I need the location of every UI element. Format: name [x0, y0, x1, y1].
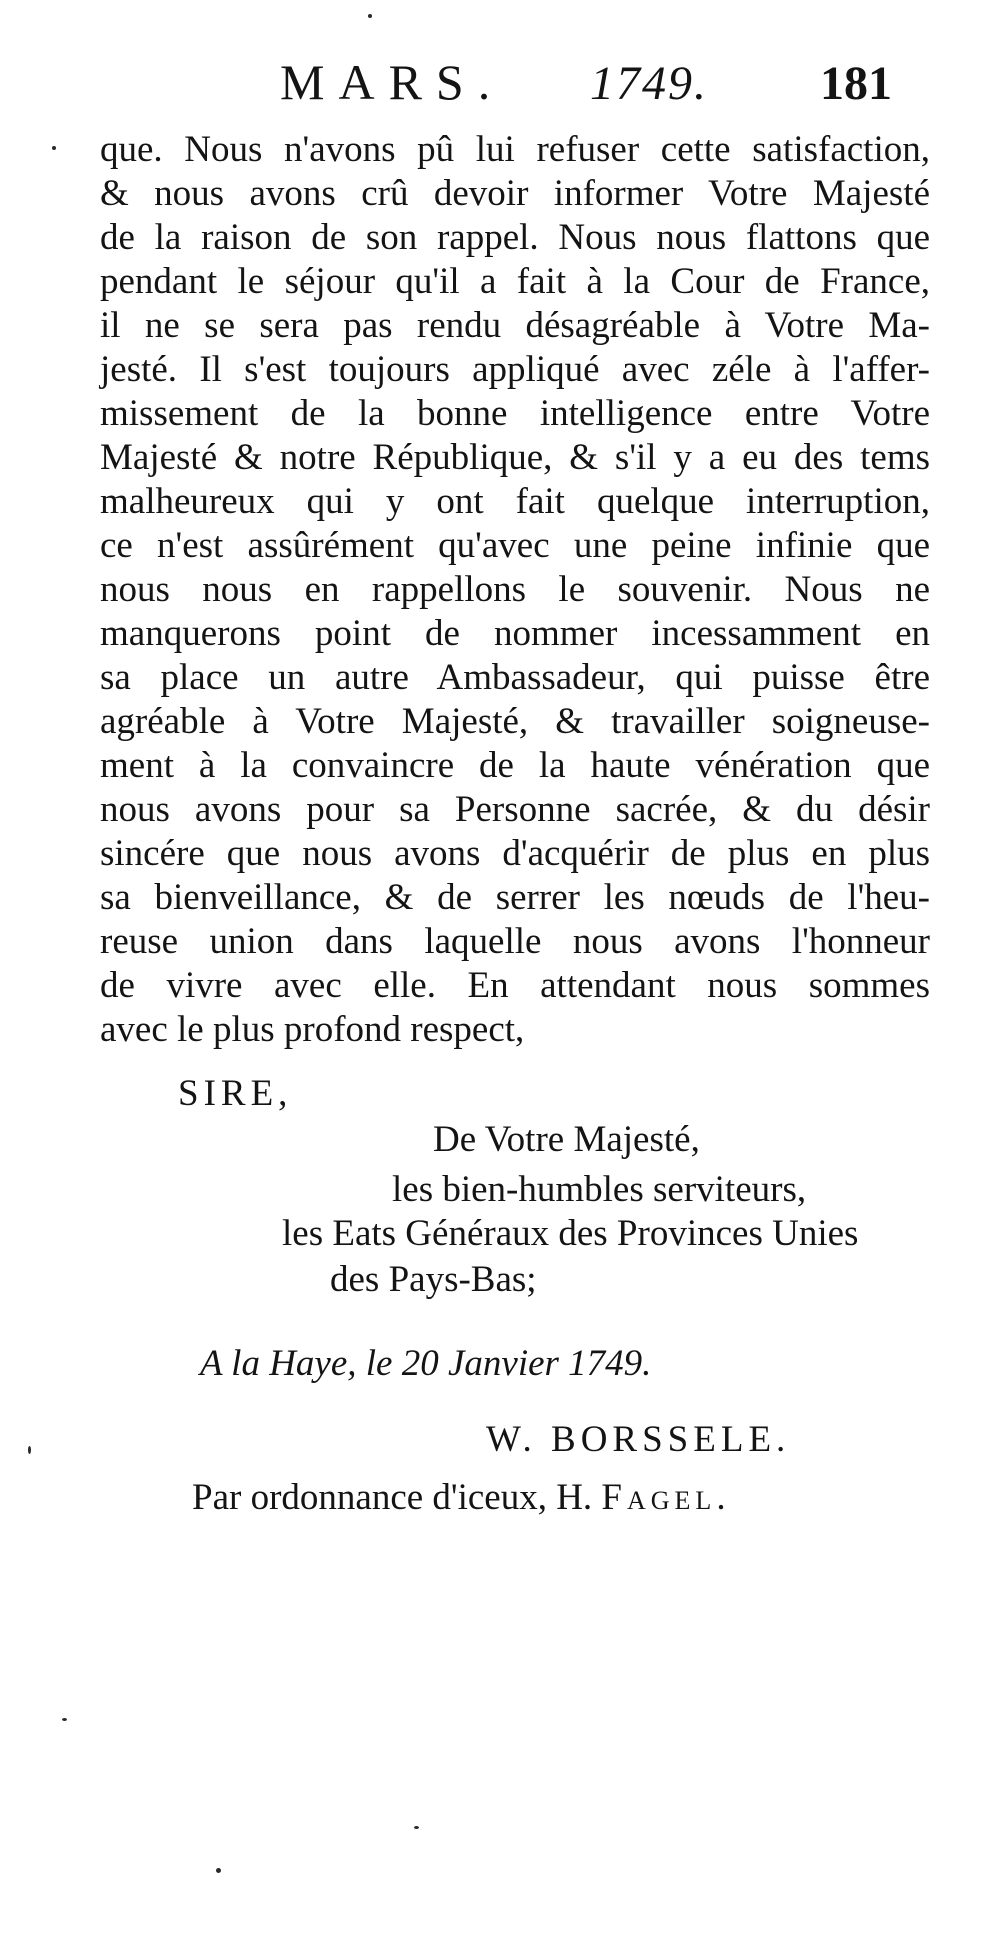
body-line: nous avons pour sa Personne sacrée, & du désir — [100, 789, 930, 830]
body-line: nous nous en rappellons le souvenir. Nous ne — [100, 569, 930, 610]
closing-title: De Votre Majesté, — [433, 1119, 700, 1160]
body-line: avec le plus profond respect, — [100, 1009, 525, 1050]
body-line: sa place un autre Ambassadeur, qui puisse être — [100, 657, 930, 698]
countersign-prefix: Par ordonnance d'iceux, H. — [192, 1477, 593, 1518]
body-line: pendant le séjour qu'il a fait à la Cour de France, — [100, 261, 930, 302]
running-title: MARS. — [280, 54, 505, 110]
countersign-name: Fagel. — [601, 1477, 731, 1518]
body-line: Majesté & notre République, & s'il y a eu des tems — [100, 437, 930, 478]
ink-speck — [368, 14, 372, 18]
ink-speck — [216, 1868, 221, 1873]
letter-body — [100, 128, 930, 1052]
body-line: & nous avons crû devoir informer Votre Majesté — [100, 173, 930, 214]
ink-speck — [414, 1826, 419, 1829]
body-line: de la raison de son rappel. Nous nous flattons que — [100, 217, 930, 258]
page-number: 181 — [820, 57, 892, 110]
page-header — [280, 52, 960, 122]
running-year: 1749. — [590, 57, 708, 110]
body-line: ce n'est assûrément qu'avec une peine infinie que — [100, 525, 930, 566]
body-line: missement de la bonne intelligence entre Votre — [100, 393, 930, 434]
ink-speck — [52, 146, 56, 150]
signature: W. BORSSELE. — [486, 1419, 791, 1460]
signers-line: des Pays-Bas; — [330, 1259, 537, 1300]
body-line: il ne se sera pas rendu désagréable à Votre Ma- — [100, 305, 930, 346]
signers-line: les Eats Généraux des Provinces Unies — [282, 1213, 859, 1254]
signers-line: les bien-humbles serviteurs, — [392, 1169, 807, 1210]
body-line: agréable à Votre Majesté, & travailler soigneuse- — [100, 701, 930, 742]
body-line: ment à la convaincre de la haute vénération que — [100, 745, 930, 786]
body-line: de vivre avec elle. En attendant nous sommes — [100, 965, 930, 1006]
countersignature — [192, 1476, 731, 1520]
salutation: SIRE, — [178, 1073, 293, 1114]
ink-speck — [28, 1446, 31, 1454]
ink-speck — [62, 1718, 67, 1721]
body-line: reuse union dans laquelle nous avons l'honneur — [100, 921, 930, 962]
place-date: A la Haye, le 20 Janvier 1749. — [200, 1343, 652, 1384]
body-line: que. Nous n'avons pû lui refuser cette satisfaction, — [100, 129, 930, 170]
body-line: sa bienveillance, & de serrer les nœuds de l'heu- — [100, 877, 930, 918]
body-line: jesté. Il s'est toujours appliqué avec zéle à l'affer- — [100, 349, 930, 390]
body-line: malheureux qui y ont fait quelque interruption, — [100, 481, 930, 522]
body-line: manquerons point de nommer incessamment en — [100, 613, 930, 654]
body-line: sincére que nous avons d'acquérir de plus en plus — [100, 833, 930, 874]
